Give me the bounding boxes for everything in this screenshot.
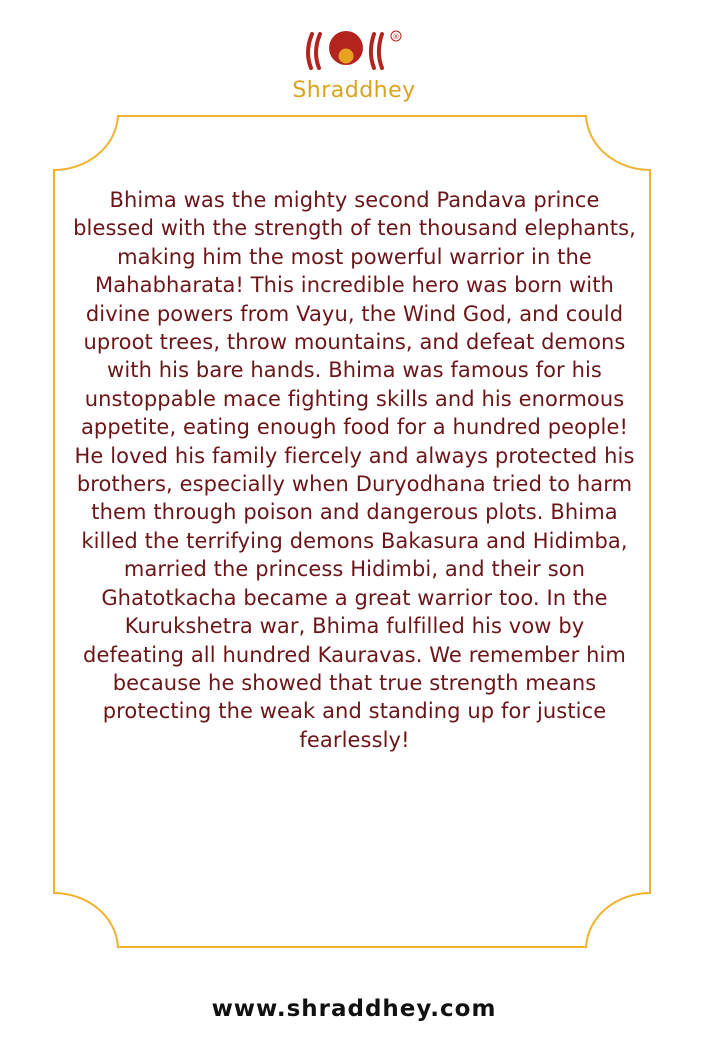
brand-name: Shraddhey [292, 78, 416, 103]
website-link[interactable]: www.shraddhey.com [211, 996, 497, 1022]
story-text: Bhima was the mighty second Pandava prince blessed with the strength of ten thousand elephants, making him the most powerful warrior in the Mahabharata! This incredible hero was born with divine powers from Vayu, the Wind God, and could uproot trees, throw mountains, and defeat demons with his bare hands. Bhima was famous for his unstoppable mace fighting skills and his enormous appetite, eating enough food for a hundred people! He loved his family fiercely and always protected his brothers, especially when Duryodhana tried to harm them through poison and dangerous plots. Bhima killed the terrifying demons Bakasura and Hidimba, married the princess Hidimbi, and their son Ghatotkacha became a great warrior too. In the Kurukshetra war, Bhima fulfilled his vow by defeating all hundred Kauravas. We remember him because he showed that true strength means protecting the weak and standing up for justice fearlessly! [73, 188, 636, 752]
registered-mark: ® [392, 33, 400, 41]
